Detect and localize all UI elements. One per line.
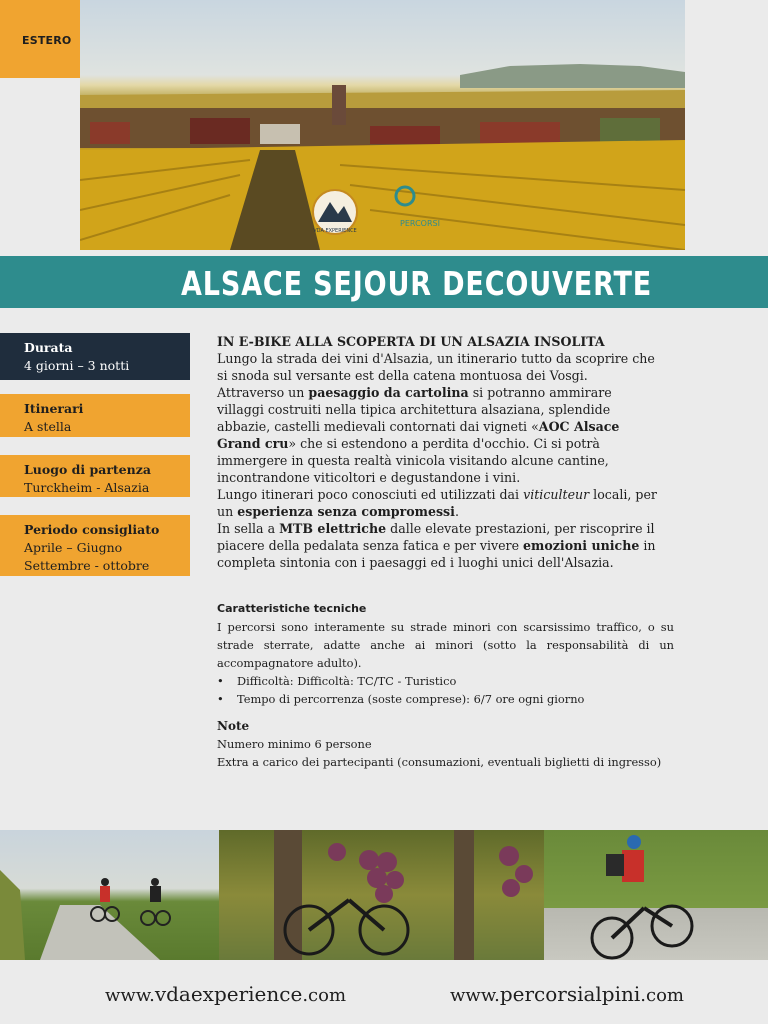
photo-cyclist-vineyard <box>544 830 768 960</box>
title-band <box>0 256 768 308</box>
footer-link-vdaexperience[interactable] <box>105 982 346 1006</box>
italic-viticulteur: viticulteur <box>523 487 590 502</box>
text-run: www. <box>450 985 500 1006</box>
svg-text:PERCORSI: PERCORSI <box>400 219 440 228</box>
text-run: locali, per un <box>217 487 657 519</box>
text-run: dalle elevate prestazioni, per riscoprire il piacere della pedalata senza fatica e per vivere <box>217 521 655 553</box>
text-run: » che si estendono a perdita d'occhio. Ci si potrà immergere in questa realtà vinicola visitando alcune cantine, incontrandone viticoltori e degustandone i vini. <box>217 436 609 485</box>
roof <box>480 122 560 144</box>
roof <box>370 126 440 144</box>
list-item: • Difficoltà: Difficoltà: TC/TC - Turistico <box>217 674 457 688</box>
list-item: • Tempo di percorrenza (soste comprese): 6/7 ore ogni giorno <box>217 692 585 706</box>
highlight-emotions: emozioni uniche <box>523 538 640 553</box>
vdaexperience-logo <box>313 190 357 234</box>
roof <box>190 118 250 144</box>
tech-difficulty: Difficoltà: Difficoltà: TC/TC - Turistico <box>237 674 457 688</box>
photo-strip <box>0 830 768 960</box>
text-run: percorsialpini <box>499 982 641 1006</box>
info-period-value: Aprile – Giugno <box>24 540 123 555</box>
photo-cyclists-road <box>0 830 219 960</box>
info-period-value-2: Settembre - ottobre <box>24 558 150 573</box>
info-departure-value: Turckheim - Alsazia <box>24 480 150 495</box>
info-period-label: Periodo consigliato <box>24 522 160 537</box>
text-run: vdaexperience <box>154 982 303 1006</box>
highlight-postcard-landscape: paesaggio da cartolina <box>308 385 469 400</box>
text-run: Attraverso un <box>217 385 309 400</box>
cyclists-illustration <box>0 830 219 960</box>
description-paragraph-1: Lungo la strada dei vini d'Alsazia, un itinerario tutto da scoprire che si snoda sul versante est della catena montuosa dei Vosgi. <box>217 351 655 383</box>
page-title: ALSACE SEJOUR DECOUVERTE <box>181 264 653 303</box>
tech-heading: Caratteristiche tecniche <box>217 602 367 615</box>
svg-text:VDA EXPERIENCE: VDA EXPERIENCE <box>313 228 357 234</box>
highlight-mtb: MTB elettriche <box>279 521 387 536</box>
info-itinerary-value: A stella <box>24 419 72 434</box>
text-run: .com <box>302 985 347 1006</box>
church-tower <box>332 85 346 125</box>
text-run: In sella a <box>217 521 280 536</box>
category-tag-label: ESTERO <box>22 34 72 47</box>
highlight-aoc: AOC Alsace Grand cru <box>217 419 620 451</box>
vineyard <box>80 140 685 250</box>
note-line-1: Numero minimo 6 persone <box>217 737 372 751</box>
tech-text: I percorsi sono interamente su strade minori con scarsissimo traffico, o su strade sterrate, adatte anche ai minori (sotto la responsabilità di un accompagnatore adulto). <box>217 620 674 670</box>
distant-hill <box>460 64 685 88</box>
info-duration-label: Durata <box>24 340 73 355</box>
tech-list <box>217 672 674 708</box>
description-paragraph-2 <box>217 384 657 486</box>
cyclist-illustration <box>544 830 768 960</box>
note-heading: Note <box>217 719 250 733</box>
roof <box>90 122 130 144</box>
tech-duration: Tempo di percorrenza (soste comprese): 6/7 ore ogni giorno <box>237 692 585 706</box>
info-duration <box>0 333 190 380</box>
text-run: Lungo itinerari poco conosciuti ed utilizzati dai <box>217 487 524 502</box>
description <box>217 333 657 571</box>
info-itinerary-label: Itinerari <box>24 401 84 416</box>
info-itinerary <box>0 394 190 437</box>
trees <box>600 118 660 144</box>
description-paragraph-3 <box>217 486 657 520</box>
highlight-experience: esperienza senza compromessi <box>237 504 455 519</box>
category-tag <box>0 0 80 78</box>
info-period <box>0 515 190 576</box>
info-duration-value: 4 giorni – 3 notti <box>24 358 130 373</box>
description-paragraph-4 <box>217 520 657 571</box>
text-run: www. <box>105 985 155 1006</box>
photo-grapes-bike <box>219 830 544 960</box>
technical-section <box>217 600 674 771</box>
note-line-2: Extra a carico dei partecipanti (consumazioni, eventuali biglietti di ingresso) <box>217 755 662 769</box>
description-heading: IN E-BIKE ALLA SCOPERTA DI UN ALSAZIA INSOLITA <box>217 334 605 349</box>
text-run: in completa sintonia con i paesaggi ed i luoghi unici dell'Alsazia. <box>217 538 656 570</box>
text-run: . <box>454 504 459 519</box>
footer-link-percorsialpini[interactable] <box>450 982 684 1006</box>
hero-image <box>80 0 685 250</box>
text-run: si potranno ammirare villaggi costruiti nella tipica architettura alsaziana, splendide abbazie, castelli medievali contornati dai vigneti « <box>217 385 612 434</box>
vineyard-illustration <box>80 0 685 250</box>
info-departure-label: Luogo di partenza <box>24 462 151 477</box>
info-departure <box>0 455 190 497</box>
grapes-illustration <box>219 830 544 960</box>
house <box>260 124 300 144</box>
text-run: .com <box>640 985 684 1006</box>
